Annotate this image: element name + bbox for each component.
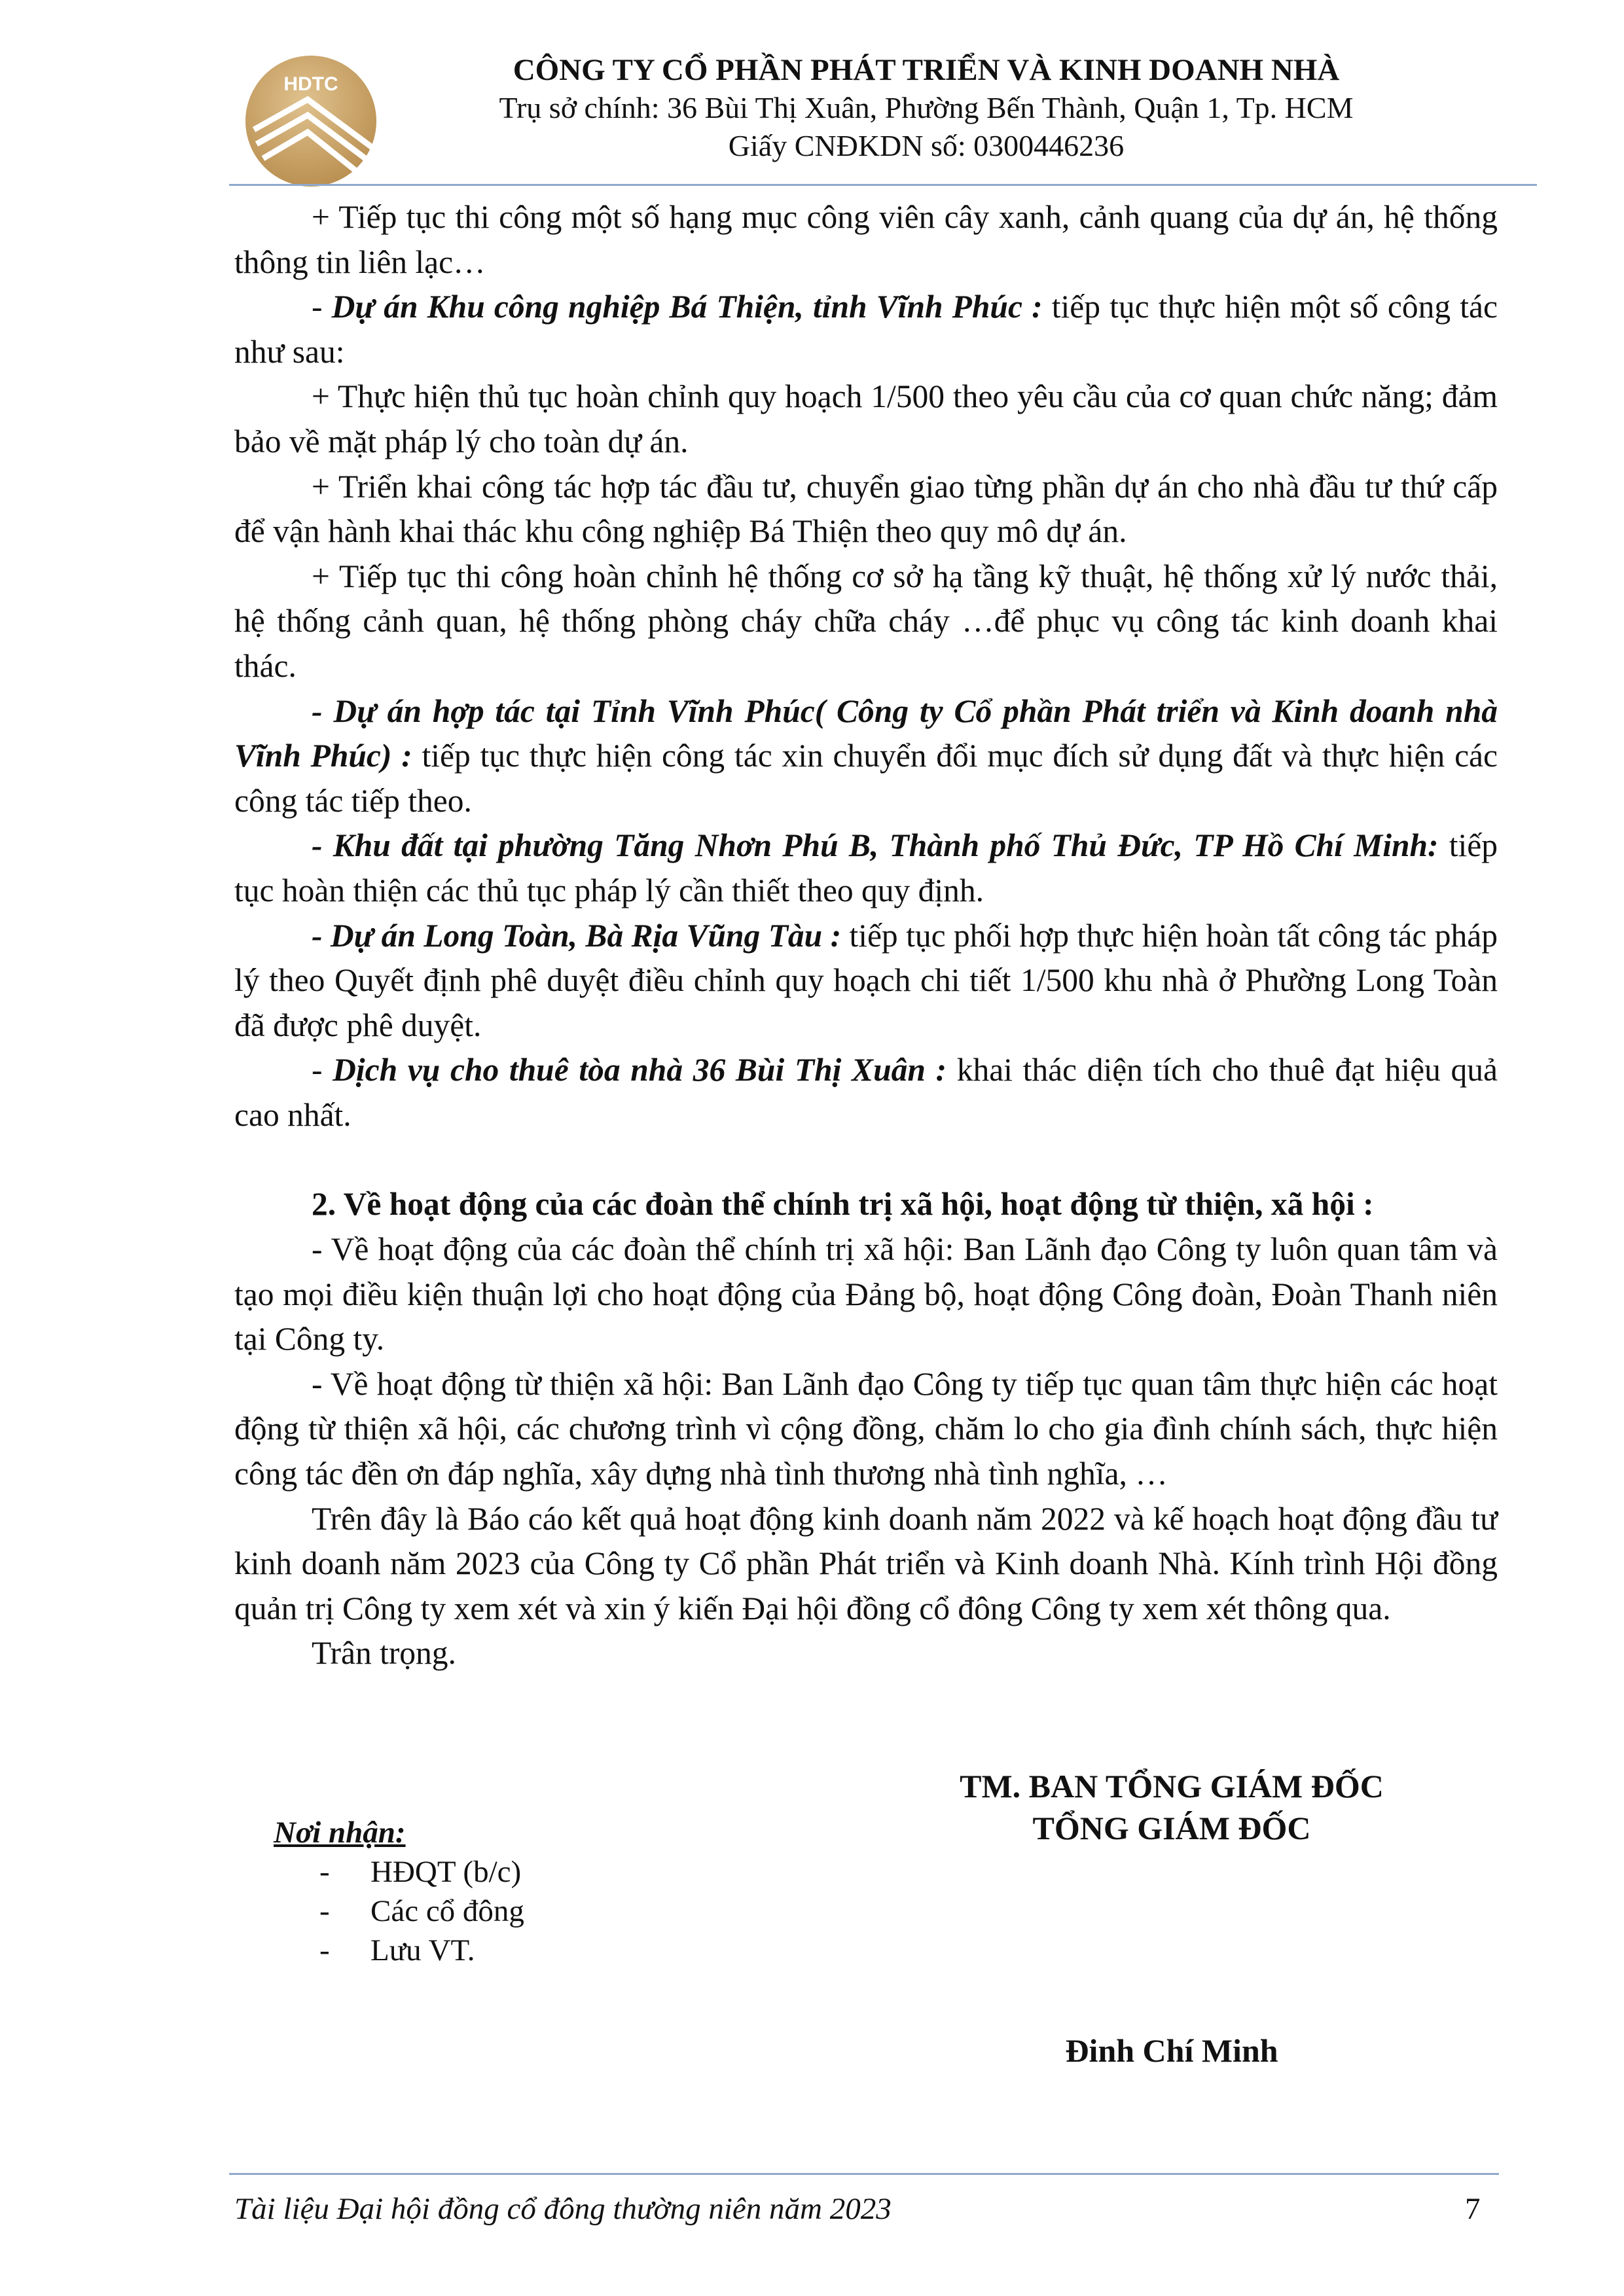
- paragraph: Trên đây là Báo cáo kết quả hoạt động kinh doanh năm 2022 và kế hoạch hoạt động đầu tư kinh doanh năm 2023 của Công ty Cổ phần Phát triển và Kinh doanh Nhà. Kính trình Hội đồng quản trị Công ty xem xét và xin ý kiến Đại hội đồng cổ đông Công ty xem xét thông qua.: [234, 1500, 1498, 1626]
- list-item: - Các cổ đông: [319, 1894, 524, 1928]
- paragraph: - Dịch vụ cho thuê tòa nhà 36 Bùi Thị Xuân : khai thác diện tích cho thuê đạt hiệu quả cao nhất.: [234, 1052, 1498, 1133]
- paragraph: + Triển khai công tác hợp tác đầu tư, chuyển giao từng phần dự án cho nhà đầu tư thứ cấp để vận hành khai thác khu công nghiệp Bá Thiện theo quy mô dự án.: [234, 468, 1498, 550]
- recipients-block: [274, 1813, 524, 1970]
- signature-title: TM. BAN TỔNG GIÁM ĐỐC: [960, 1768, 1384, 1804]
- project-title: Dự án Khu công nghiệp Bá Thiện, tỉnh Vĩnh Phúc :: [331, 289, 1043, 325]
- signer-name: Đinh Chí Minh: [1065, 2032, 1278, 2069]
- paragraph: - Dự án hợp tác tại Tỉnh Vĩnh Phúc( Công ty Cổ phần Phát triển và Kinh doanh nhà Vĩnh Phúc) : tiếp tục thực hiện công tác xin chuyển đổi mục đích sử dụng đất và thực hiện các công tác tiếp theo.: [234, 692, 1498, 819]
- company-address: Trụ sở chính: 36 Bùi Thị Xuân, Phường Bến Thành, Quận 1, Tp. HCM: [499, 91, 1354, 124]
- business-license: Giấy CNĐKDN số: 0300446236: [728, 129, 1125, 162]
- paragraph: - Về hoạt động từ thiện xã hội: Ban Lãnh đạo Công ty tiếp tục quan tâm thực hiện các hoạt động từ thiện xã hội, các chương trình vì cộng đồng, chăm lo cho gia đình chính sách, thực hiện công tác đền ơn đáp nghĩa, xây dựng nhà tình thương nhà tình nghĩa, …: [234, 1365, 1498, 1492]
- recipients-title: Nơi nhận:: [274, 1816, 406, 1850]
- report-body: [234, 195, 1498, 1676]
- paragraph: + Thực hiện thủ tục hoàn chỉnh quy hoạch 1/500 theo yêu cầu của cơ quan chức năng; đảm bảo về mặt pháp lý cho toàn dự án.: [234, 378, 1498, 459]
- signature-position: TỔNG GIÁM ĐỐC: [1032, 1810, 1311, 1846]
- paragraph: - Khu đất tại phường Tăng Nhơn Phú B, Thành phố Thủ Đức, TP Hồ Chí Minh: tiếp tục hoàn thiện các thủ tục pháp lý cần thiết theo quy định.: [234, 827, 1498, 908]
- header-divider: [229, 184, 1537, 186]
- project-title: - Dự án Long Toàn, Bà Rịa Vũng Tàu :: [312, 917, 842, 954]
- section-heading: 2. Về hoạt động của các đoàn thể chính trị xã hội, hoạt động từ thiện, xã hội :: [312, 1186, 1374, 1223]
- paragraph: - Dự án Khu công nghiệp Bá Thiện, tỉnh Vĩnh Phúc : tiếp tục thực hiện một số công tác như sau:: [234, 289, 1498, 370]
- paragraph: - Dự án Long Toàn, Bà Rịa Vũng Tàu : tiếp tục phối hợp thực hiện hoàn tất công tác pháp lý theo Quyết định phê duyệt điều chỉnh quy hoạch chi tiết 1/500 khu nhà ở Phường Long Toàn đã được phê duyệt.: [234, 917, 1498, 1043]
- page-number: 7: [1465, 2192, 1481, 2226]
- company-logo: [242, 52, 380, 190]
- project-title: - Khu đất tại phường Tăng Nhơn Phú B, Thành phố Thủ Đức, TP Hồ Chí Minh:: [312, 827, 1439, 864]
- footer-divider: [229, 2173, 1499, 2175]
- paragraph: - Về hoạt động của các đoàn thể chính trị xã hội: Ban Lãnh đạo Công ty luôn quan tâm và tạo mọi điều kiện thuận lợi cho hoạt động của Đảng bộ, hoạt động Công đoàn, Đoàn Thanh niên tại Công ty.: [234, 1231, 1498, 1357]
- list-item: - Lưu VT.: [319, 1933, 475, 1967]
- closing-text: Trân trọng.: [312, 1635, 456, 1672]
- list-item: - HĐQT (b/c): [319, 1855, 522, 1889]
- project-title: - Dự án hợp tác tại Tỉnh Vĩnh Phúc( Công ty Cổ phần Phát triển và Kinh doanh nhà Vĩnh Phúc) :: [234, 692, 1498, 774]
- logo-text: HDTC: [283, 73, 338, 95]
- company-name: CÔNG TY CỔ PHẦN PHÁT TRIỂN VÀ KINH DOANH NHÀ: [513, 53, 1340, 87]
- paragraph: + Tiếp tục thi công một số hạng mục công viên cây xanh, cảnh quang của dự án, hệ thống thông tin liên lạc…: [234, 199, 1498, 280]
- project-title: Dịch vụ cho thuê tòa nhà 36 Bùi Thị Xuân :: [333, 1052, 947, 1088]
- paragraph: + Tiếp tục thi công hoàn chỉnh hệ thống cơ sở hạ tầng kỹ thuật, hệ thống xử lý nước thải, hệ thống cảnh quan, hệ thống phòng cháy chữa cháy …để phục vụ công tác kinh doanh khai thác.: [234, 558, 1498, 684]
- footer-document-title: Tài liệu Đại hội đồng cổ đông thường niên năm 2023: [234, 2192, 892, 2226]
